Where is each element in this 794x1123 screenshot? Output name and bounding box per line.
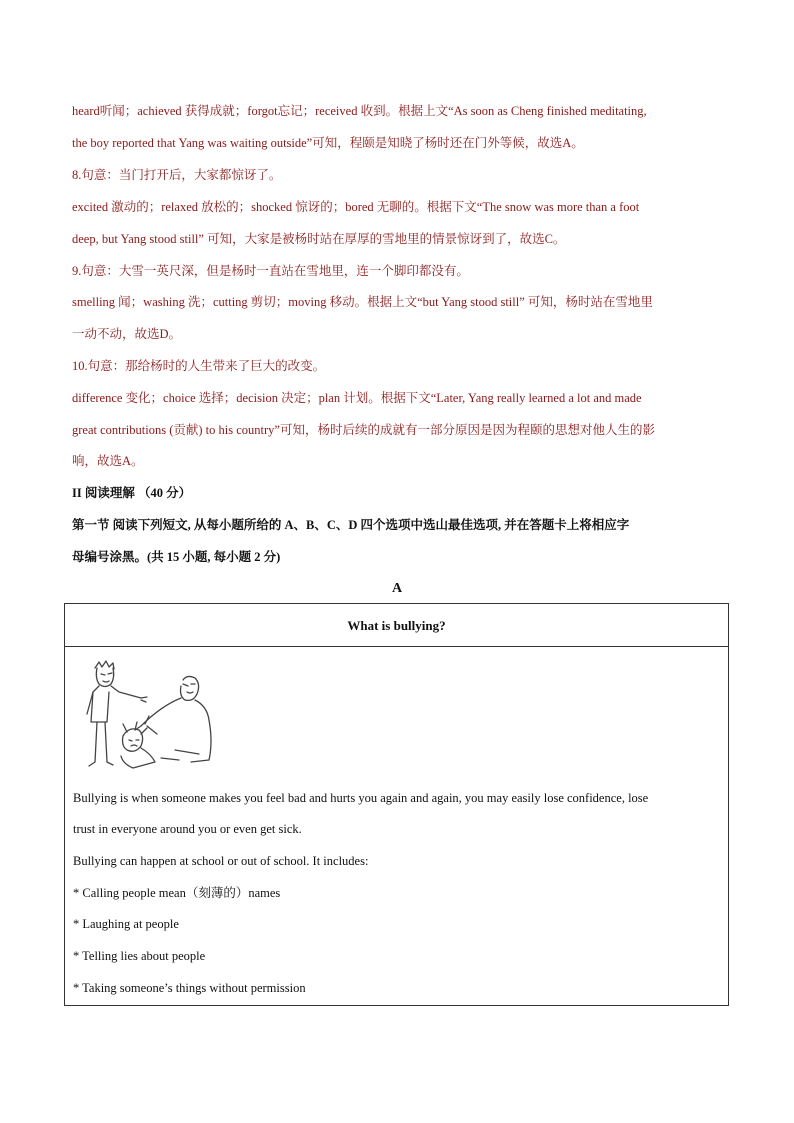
- answer-line-11: great contributions (贡献) to his country”可知，杨时后续的成就有一部分原因是因为程颐的思想对他人生的影: [72, 423, 655, 437]
- answer-line-1: heard听闻；achieved 获得成就；forgot忘记；received 收到。根据上文“As soon as Cheng finished meditating,: [72, 104, 647, 118]
- list-item: * Taking someone’s things without permission: [73, 981, 306, 995]
- answer-line-6: 9.句意：大雪一英尺深，但是杨时一直站在雪地里，连一个脚印都没有。: [72, 264, 469, 278]
- list-item: * Telling lies about people: [73, 949, 206, 963]
- passage-paragraph-1: Bullying is when someone makes you feel bad and hurts you again and again, you may easily lose confidence, lose: [73, 791, 649, 805]
- answer-line-9: 10.句意：那给杨时的人生带来了巨大的改变。: [72, 359, 326, 373]
- answer-line-12: 响，故选A。: [72, 454, 144, 468]
- answer-line-3: 8.句意：当门打开后，大家都惊讶了。: [72, 168, 282, 182]
- answer-line-5: deep, but Yang stood still” 可知，大家是被杨时站在厚厚的雪地里的情景惊讶到了，故选C。: [72, 232, 566, 246]
- answer-line-8: 一动不动，故选D。: [72, 327, 182, 341]
- list-item: * Calling people mean（刻薄的）names: [73, 886, 281, 900]
- section-title: II 阅读理解 （40 分）: [72, 486, 192, 500]
- answer-line-4: excited 激动的；relaxed 放松的；shocked 惊讶的；bored 无聊的。根据下文“The snow was more than a foot: [72, 200, 640, 214]
- passage-title: What is bullying?: [65, 604, 728, 647]
- answer-line-2: the boy reported that Yang was waiting outside”可知，程颐是知晓了杨时还在门外等候，故选A。: [72, 136, 584, 150]
- section-instruction-2: 母编号涂黑。(共 15 小题, 每小题 2 分): [72, 550, 281, 564]
- passage-paragraph-1-cont: trust in everyone around you or even get sick.: [73, 822, 302, 836]
- bullying-illustration: [75, 654, 215, 779]
- answer-line-10: difference 变化；choice 选择；decision 决定；plan 计划。根据下文“Later, Yang really learned a lot and made: [72, 391, 642, 405]
- answer-line-7: smelling 闻；washing 洗；cutting 剪切；moving 移动。根据上文“but Yang stood still” 可知，杨时站在雪地里: [72, 295, 653, 309]
- list-item: * Laughing at people: [73, 917, 179, 931]
- section-instruction-1: 第一节 阅读下列短文, 从每小题所给的 A、B、C、D 四个选项中选山最佳选项, 并在答题卡上将相应字: [72, 518, 630, 532]
- passage-label: A: [391, 581, 403, 596]
- passage-box: [64, 603, 729, 1006]
- passage-paragraph-2: Bullying can happen at school or out of school. It includes:: [73, 854, 369, 868]
